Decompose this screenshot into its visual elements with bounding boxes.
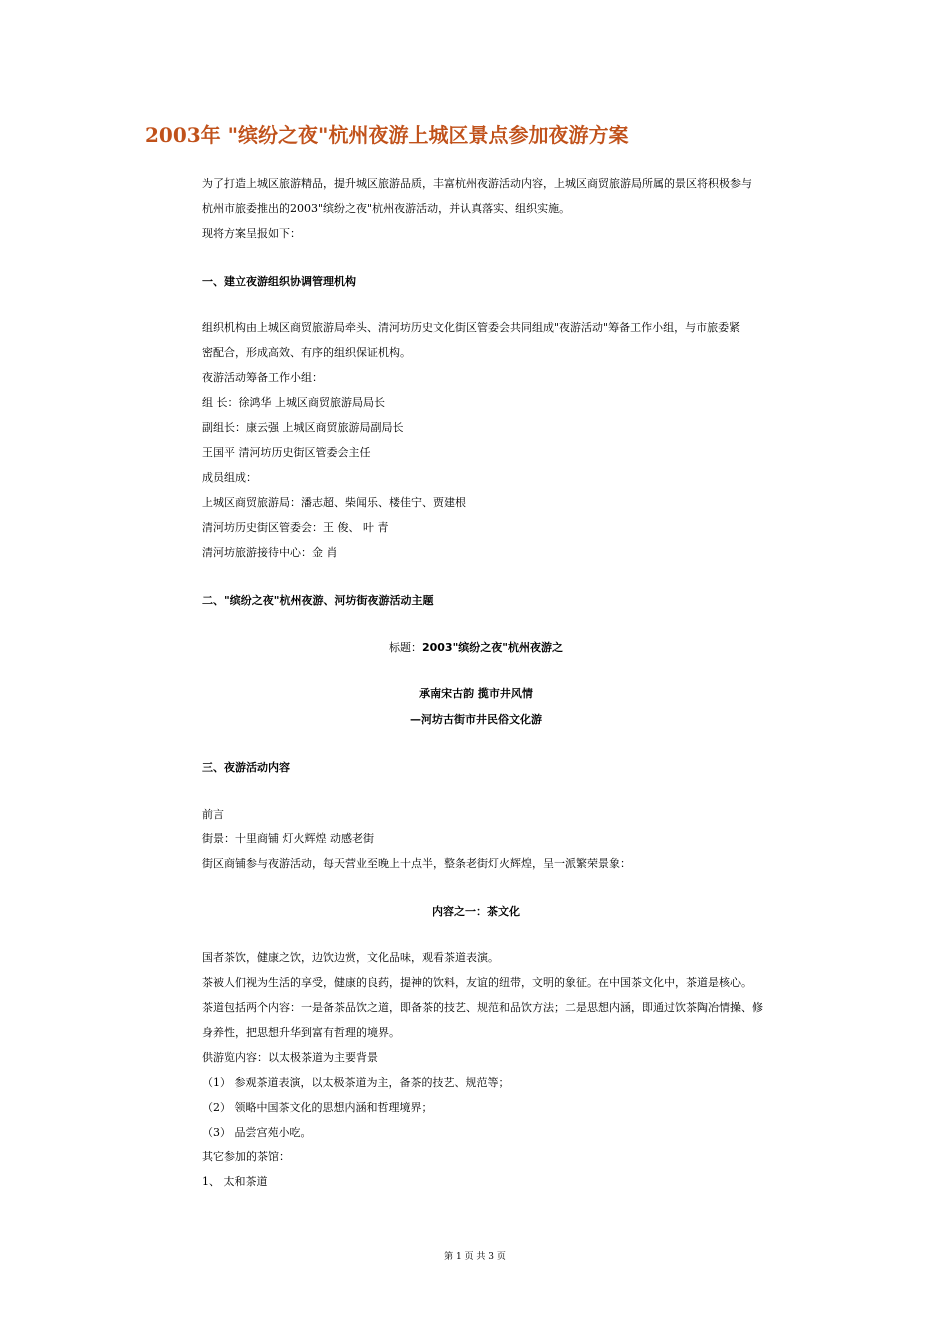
group-deputy-2: 王国平 清河坊历史街区管委会主任 bbox=[202, 446, 371, 459]
group-deputy: 副组长：康云强 上城区商贸旅游局副局长 bbox=[202, 421, 404, 434]
tea-para-4: 身养性，把思想升华到富有哲理的境界。 bbox=[202, 1026, 400, 1039]
street-description: 街区商铺参与夜游活动，每天营业至晚上十点半，整条老街灯火辉煌，呈一派繁荣景象： bbox=[202, 857, 631, 870]
tour-content: 供游览内容：以太极茶道为主要背景 bbox=[202, 1051, 378, 1064]
tea-para-1: 国者茶饮，健康之饮，边饮边赏，文化品味，观看茶道表演。 bbox=[202, 951, 499, 964]
members-label: 成员组成： bbox=[202, 471, 257, 484]
intro-line-1: 为了打造上城区旅游精品，提升城区旅游品质，丰富杭州夜游活动内容，上城区商贸旅游局所属的景区将积极参与 bbox=[202, 177, 752, 190]
section-1-heading: 一、建立夜游组织协调管理机构 bbox=[202, 275, 356, 288]
tour-item-2: （2） 领略中国茶文化的思想内涵和哲理境界； bbox=[202, 1101, 433, 1114]
section-3-heading: 三、夜游活动内容 bbox=[202, 761, 290, 774]
tea-para-3: 茶道包括两个内容：一是备茶品饮之道，即备茶的技艺、规范和品饮方法；二是思想内涵，即通过饮茶陶冶情操、修 bbox=[202, 1001, 763, 1014]
preface: 前言 bbox=[202, 808, 224, 821]
intro-line-3: 现将方案呈报如下： bbox=[202, 227, 301, 240]
group-label: 夜游活动筹备工作小组： bbox=[202, 371, 323, 384]
member-2: 清河坊历史街区管委会：王 俊、 叶 青 bbox=[202, 521, 389, 534]
section-1-para-1: 组织机构由上城区商贸旅游局牵头、清河坊历史文化街区管委会共同组成"夜游活动"筹备工作小组，与市旅委紧 bbox=[202, 321, 741, 334]
member-1: 上城区商贸旅游局：潘志超、柴闻乐、楼佳宁、贾建根 bbox=[202, 496, 466, 509]
intro-line-2: 杭州市旅委推出的2003"缤纷之夜"杭州夜游活动，并认真落实、组织实施。 bbox=[202, 202, 571, 215]
tour-item-1: （1） 参观茶道表演，以太极茶道为主，备茶的技艺、规范等； bbox=[202, 1076, 510, 1089]
subject-prefix: 标题： bbox=[388, 641, 422, 654]
section-1-para-2: 密配合，形成高效、有序的组织保证机构。 bbox=[202, 346, 411, 359]
other-teahouses-label: 其它参加的茶馆： bbox=[202, 1150, 290, 1163]
subject-line bbox=[202, 640, 750, 656]
tour-item-3: （3） 品尝宫苑小吃。 bbox=[202, 1126, 312, 1139]
section-2-heading: 二、"缤纷之夜"杭州夜游、河坊街夜游活动主题 bbox=[202, 594, 434, 607]
document-title: 2003年 "缤纷之夜"杭州夜游上城区景点参加夜游方案 bbox=[145, 123, 629, 147]
theme-line-1: 承南宋古韵 揽市井风情 bbox=[419, 687, 533, 700]
subject-text: 2003"缤纷之夜"杭州夜游之 bbox=[421, 641, 564, 654]
other-teahouse-1: 1、 太和茶道 bbox=[202, 1175, 268, 1188]
street-scene: 街景：十里商铺 灯火辉煌 动感老街 bbox=[202, 832, 374, 845]
theme-line-2: —河坊古街市井民俗文化游 bbox=[410, 713, 542, 726]
member-3: 清河坊旅游接待中心：金 肖 bbox=[202, 546, 338, 559]
content-1-title: 内容之一：茶文化 bbox=[432, 905, 520, 918]
group-leader: 组 长：徐鸿华 上城区商贸旅游局局长 bbox=[202, 396, 385, 409]
page-footer: 第 1 页 共 3 页 bbox=[444, 1252, 506, 1262]
tea-para-2: 茶被人们视为生活的享受，健康的良药，提神的饮料，友谊的纽带，文明的象征。在中国茶文化中，茶道是核心。 bbox=[202, 976, 752, 989]
